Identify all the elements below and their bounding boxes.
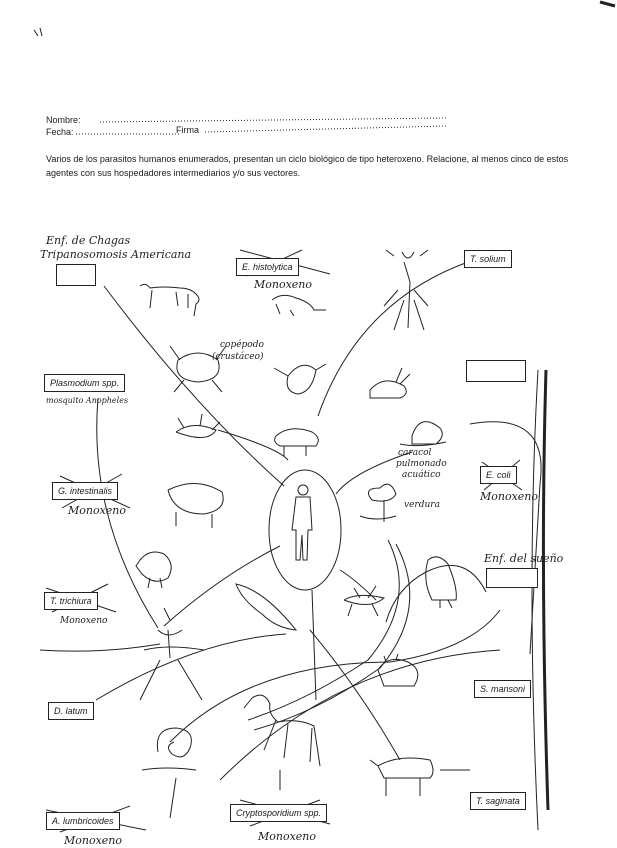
box-enf-sueno: [486, 568, 538, 588]
fish-icon: [236, 584, 296, 630]
kissing-bug-icon: [274, 364, 326, 394]
horse-icon: [244, 695, 320, 766]
pig-icon: [275, 429, 319, 456]
arrow-enfsueno-fly: [386, 565, 486, 622]
box-intestinalis: G. intestinalis: [52, 482, 118, 500]
fish-band-2: [254, 544, 410, 730]
water-snail-icon: [400, 422, 446, 446]
vegetable-icon: [360, 484, 396, 522]
instructions-text: Varios de los parasitos humanos enumerados, presentan un ciclo biológico de tipo heteroxeno. Relacione, al menos cinco de estos agentes con sus hospedadores intermediarios y/o sus vectores.: [46, 154, 569, 178]
rabbit-icon: [370, 368, 410, 398]
snail-icon: [142, 728, 196, 770]
mono-intestinalis: Monoxeno: [68, 504, 127, 517]
chagas-box: [56, 264, 96, 286]
box-cryptosporidium: Cryptosporidium spp.: [230, 804, 327, 822]
mono-coli: Monoxeno: [480, 490, 539, 503]
arrow-mansoni-snail: [170, 610, 500, 742]
box-histolytica: E. histolytica: [236, 258, 299, 276]
arrow-lumbricoides: [170, 778, 176, 818]
box-coli: E. coli: [480, 466, 517, 484]
arrow-horse-human: [312, 590, 316, 700]
curve-left-down: [40, 644, 160, 651]
top-right-edge: [600, 2, 615, 6]
seagull-icon: [426, 557, 457, 608]
mantis-icon: [384, 250, 428, 330]
crustaceo-label: (crustáceo): [212, 352, 264, 362]
nombre-label: Nombre:: [46, 115, 81, 125]
arrow-cow-human: [310, 630, 400, 760]
box-trichiura: T. trichiura: [44, 592, 98, 610]
verdura-label: verdura: [404, 500, 440, 510]
fecha-label: Fecha:: [46, 127, 74, 137]
human-icon: [292, 485, 312, 560]
hen-icon: [136, 552, 171, 588]
box-latum: D. latum: [48, 702, 94, 720]
box-saginata: T. saginata: [470, 792, 526, 810]
caracol-label: caracol: [398, 448, 432, 458]
box-mansoni: S. mansoni: [474, 680, 531, 698]
enf-sueno-label: Enf. del sueño: [484, 552, 564, 565]
cat-icon: [378, 654, 418, 686]
dog-icon: [140, 284, 199, 316]
sheep-icon: [168, 483, 223, 528]
firma-label: Firma: [176, 125, 199, 135]
mono-crypto: Monoxeno: [258, 830, 317, 843]
mosquito-icon: [140, 608, 204, 700]
box-solium: T. solium: [464, 250, 512, 268]
plasmodium-vector: mosquito Anopheles: [46, 396, 129, 405]
copepodo-label: copépodo: [220, 340, 264, 350]
corner-scribble: [34, 28, 42, 36]
nombre-line: [100, 118, 446, 122]
arrow-latum-fish: [96, 634, 286, 700]
arrow-hepatica-snail: [470, 422, 541, 654]
mono-trichiura: Monoxeno: [60, 616, 108, 626]
zig-line-right: [543, 370, 548, 810]
mono-lumbricoides: Monoxeno: [64, 834, 123, 847]
cow-icon: [370, 758, 433, 796]
mono-histolytica: Monoxeno: [254, 278, 313, 291]
pulmonado-label: pulmonado: [396, 459, 447, 469]
box-plasmodium: Plasmodium spp.: [44, 374, 125, 392]
human-ellipse: [269, 470, 341, 590]
rat-icon: [272, 295, 326, 316]
box-hepatica: [466, 360, 526, 382]
fly-icon: [344, 586, 384, 616]
chagas-title: Enf. de Chagas: [46, 234, 131, 247]
box-lumbricoides: A. lumbricoides: [46, 812, 120, 830]
firma-line: [205, 126, 446, 132]
acuatico-label: acuático: [402, 470, 441, 480]
fish-band: [248, 540, 399, 720]
chagas-subtitle: Tripanosomosis Americana: [40, 248, 192, 261]
arrow-solium-human: [318, 262, 468, 416]
